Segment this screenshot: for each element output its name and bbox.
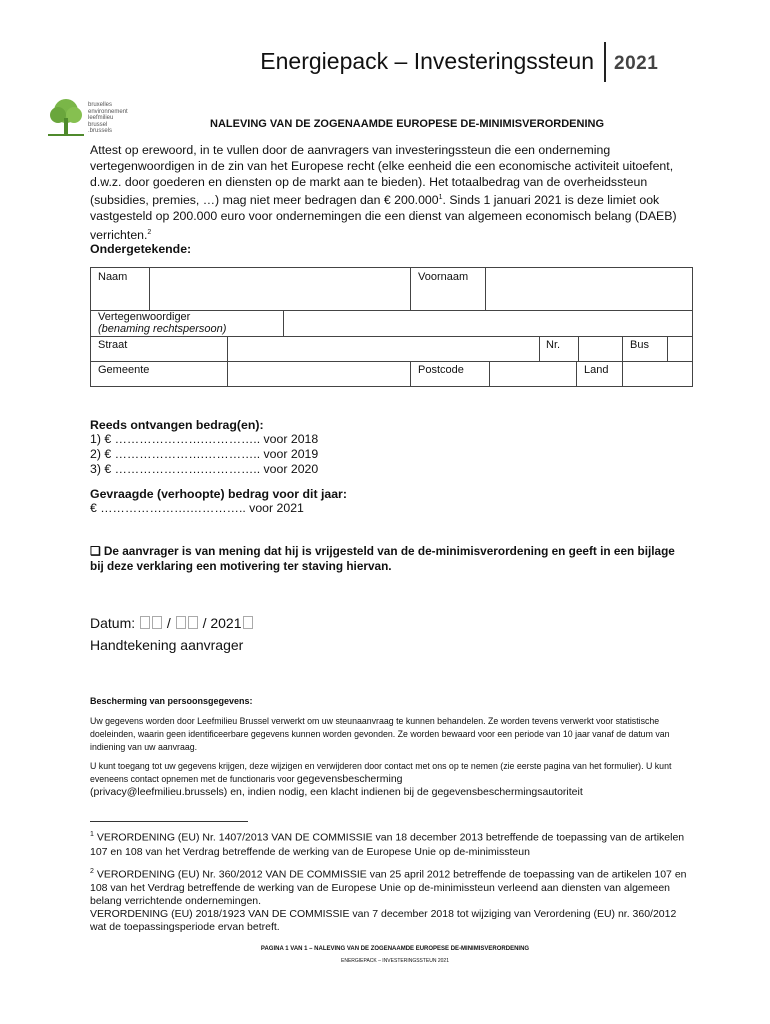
privacy-title: Bescherming van persoonsgegevens: (90, 696, 253, 706)
received-line-2018[interactable]: 1) € ………………….………….. voor 2018 (90, 432, 319, 446)
footnote-1-text: VERORDENING (EU) Nr. 1407/2013 VAN DE COMMISSIE van 18 december 2013 betreffende de toepassing van de artikelen 107 en 108 van het Verdrag betreffende de werking van de Europese Unie op de-minimissteun (90, 831, 685, 858)
requested-amount (90, 487, 347, 516)
year-field[interactable] (243, 616, 253, 629)
date-separator: / (166, 615, 171, 631)
exemption-text: De aanvrager is van mening dat hij is vrijgesteld van de de-minimisverordening en geeft in een bijlage bij deze verklaring een motivering ter staving hiervan. (90, 544, 675, 573)
land-label: Land (584, 364, 609, 376)
header-year: 2021 (614, 53, 659, 74)
signed-label: Ondergetekende: (90, 242, 192, 256)
header-divider (604, 42, 606, 82)
bus-label: Bus (630, 339, 649, 351)
day-field[interactable] (152, 616, 162, 629)
logo-line: .brussels (88, 128, 113, 135)
postcode-label: Postcode (418, 364, 464, 376)
straat-field[interactable] (227, 336, 540, 362)
date-signature-block (90, 612, 254, 656)
received-amounts (90, 418, 318, 477)
date-line (90, 612, 254, 634)
exemption-checkbox[interactable]: ❏ (90, 544, 101, 558)
received-title: Reeds ontvangen bedrag(en): (90, 418, 264, 432)
vertegenwoordiger-field[interactable] (283, 310, 693, 337)
document-title: NALEVING VAN DE ZOGENAAMDE EUROPESE DE-MINIMISVERORDENING (210, 118, 604, 130)
postcode-field[interactable] (489, 361, 577, 387)
page-footer-subtitle: ENERGIEPACK – INVESTERINGSSTEUN 2021 (341, 958, 449, 964)
privacy-text-a: U kunt toegang tot uw gegevens krijgen, deze wijzigen en verwijderen door contact met ons op te nemen (zie eerste pagina van het formulier). U kunt eveneens contact opnemen met de functionaris voor (90, 761, 672, 785)
requested-title: Gevraagde (verhoopte) bedrag voor dit jaar: (90, 487, 347, 501)
vertegenwoordiger-label: Vertegenwoordiger (98, 311, 191, 323)
footnote-2 (90, 865, 690, 934)
privacy-paragraph-1: Uw gegevens worden door Leefmilieu Brussel verwerkt om uw steunaanvraag te kunnen behandelen. Ze worden tevens verwerkt voor statistische doeleinden, waarin geen identificeerbare gegevens kunnen worden gevonden. Ze worden bewaard voor een periode van 10 jaar vanaf de datum van indiening van uw aanvraag. (90, 716, 670, 753)
footnote-1 (90, 828, 690, 859)
logo-line: brussel (88, 121, 108, 128)
day-field[interactable] (140, 616, 150, 629)
intro-text: Attest op erewoord, in te vullen door de aanvragers van investeringssteun die een onderneming vertegenwoordigen in de zin van het Europese recht (elke eenheid die een economische activiteit uitoefent, d.w.z. door goederen en diensten op de markt aan te bieden). Het totaalbedrag van de overheidssteun (subsidies, premies, …) mag niet meer bedragen dan € 200.000 (90, 143, 674, 208)
date-label: Datum: (90, 615, 136, 631)
document-header-title: Energiepack – Investeringssteun (260, 48, 594, 74)
requested-line-2021[interactable]: € ………………….………….. voor 2021 (90, 501, 304, 515)
naam-label: Naam (98, 271, 128, 283)
nr-label: Nr. (546, 339, 561, 351)
bus-field[interactable] (667, 336, 693, 362)
received-line-2020[interactable]: 3) € ………………….………….. voor 2020 (90, 462, 319, 476)
date-year: / 2021 (202, 615, 242, 631)
gemeente-field[interactable] (227, 361, 411, 387)
benaming-label: (benaming rechtspersoon) (98, 323, 227, 335)
voornaam-label: Voornaam (418, 271, 469, 283)
naam-field[interactable] (149, 267, 411, 311)
footnote-ref-1: 1 (438, 194, 443, 202)
received-line-2019[interactable]: 2) € ………………….………….. voor 2019 (90, 447, 319, 461)
logo-line: environnement (88, 108, 128, 115)
logo-line: leefmilieu (88, 115, 114, 122)
privacy-text-b: gegevensbescherming (296, 773, 403, 786)
footnote-2-text: VERORDENING (EU) Nr. 360/2012 VAN DE COMMISSIE van 25 april 2012 betreffende de toepassing van de artikelen 107 en 108 van het Verdrag betreffende de werking van de Europese Unie op de-minimissteun verleend aan diensten van algemeen belang verrichtende ondernemingen. (90, 868, 687, 907)
month-field[interactable] (188, 616, 198, 629)
straat-label: Straat (98, 339, 128, 351)
land-field[interactable] (622, 361, 693, 387)
logo-line: bruxelles (88, 102, 113, 108)
footnote-mark-2: 2 (90, 868, 94, 875)
gemeente-label: Gemeente (98, 364, 150, 376)
intro-text-2: . Sinds 1 januari 2021 is deze limiet ook vastgesteld op 200.000 euro voor ondernemingen die een dienst van algemeen economisch belang (DAEB) verrichten. (90, 193, 677, 243)
privacy-email-text: (privacy@leefmilieu.brussels) en, indien nodig, een klacht indienen bij de gegevensbeschermingsautoriteit (90, 786, 583, 799)
exemption-statement (90, 544, 680, 574)
page-footer: PAGINA 1 VAN 1 – NALEVING VAN DE ZOGENAAMDE EUROPESE DE-MINIMISVERORDENING (260, 946, 530, 952)
month-field[interactable] (176, 616, 186, 629)
footnote-2b-text: VERORDENING (EU) 2018/1923 VAN DE COMMISSIE van 7 december 2018 tot wijziging van Verordening (EU) nr. 360/2012 wat de toepassingsperiode ervan betreft. (90, 907, 677, 933)
signature-label: Handtekening aanvrager (90, 637, 244, 653)
footnote-separator (90, 821, 248, 822)
privacy-paragraph-2 (90, 760, 690, 800)
voornaam-field[interactable] (485, 267, 693, 311)
footnote-ref-2: 2 (147, 229, 152, 237)
nr-field[interactable] (578, 336, 623, 362)
footnote-mark-1: 1 (90, 831, 94, 838)
intro-paragraph (90, 143, 690, 244)
